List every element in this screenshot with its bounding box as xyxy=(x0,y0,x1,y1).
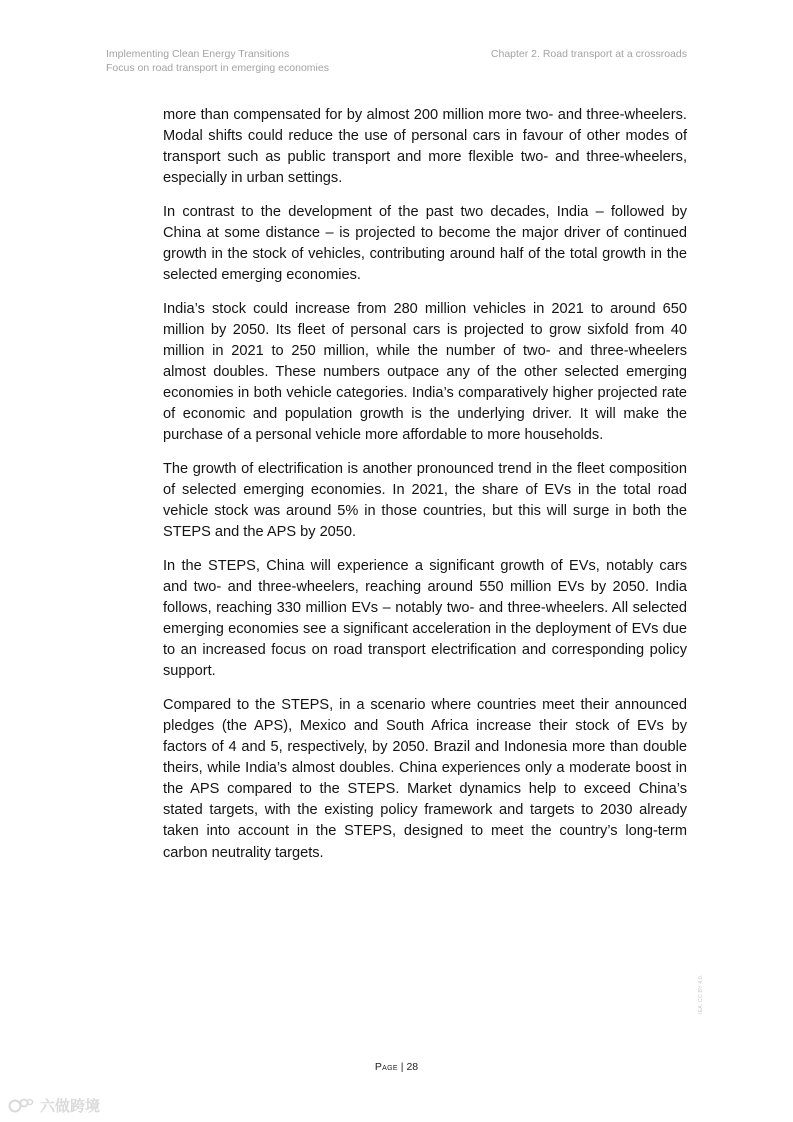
body-text xyxy=(163,105,687,876)
paragraph-1: more than compensated for by almost 200 million more two- and three-wheelers. Modal shifts could reduce the use of personal cars in favour of other modes of transport such as public transport and more flexible two- and three-wheelers, especially in urban settings. xyxy=(163,107,687,187)
paragraph-5: In the STEPS, China will experience a significant growth of EVs, notably cars and two- and three-wheelers, reaching around 550 million EVs by 2050. India follows, reaching 330 million EVs – notably two- and three-wheelers. All selected emerging economies see a significant acceleration in the deployment of EVs due to an increased focus on road transport electrification and corresponding policy support. xyxy=(163,557,687,680)
paragraph-2: In contrast to the development of the past two decades, India – followed by China at some distance – is projected to become the major driver of continued growth in the stock of vehicles, contributing around half of the total growth in the selected emerging economies. xyxy=(163,203,687,284)
paragraph-6: Compared to the STEPS, in a scenario where countries meet their announced pledges (the APS), Mexico and South Africa increase their stock of EVs by factors of 4 and 5, respectively, by 2050. Brazil and Indonesia more than double theirs, while India’s almost doubles. China experiences only a moderate boost in the APS compared to the STEPS. Market dynamics help to exceed China’s stated targets, with the existing policy framework and targets to 2030 already taken into account in the STEPS, designed to meet the country’s long-term carbon neutrality targets. xyxy=(163,696,687,861)
paragraph-4: The growth of electrification is another pronounced trend in the fleet composition of selected emerging economies. In 2021, the share of EVs in the total road vehicle stock was around 5% in those countries, but this will surge in both the STEPS and the APS by 2050. xyxy=(163,460,687,541)
page-footer xyxy=(0,1061,793,1073)
watermark-logo-icon xyxy=(8,1097,34,1115)
page-label: Page xyxy=(374,1061,398,1073)
watermark xyxy=(8,1095,100,1116)
paragraph-3: India’s stock could increase from 280 million vehicles in 2021 to around 650 million by 2050. Its fleet of personal cars is projected to grow sixfold from 40 million in 2021 to 250 million, while the number of two- and three-wheelers almost doubles. These numbers outpace any of the other selected emerging economies in both vehicle categories. India’s comparatively higher projected rate of economic and population growth is the underlying driver. It will make the purchase of a personal vehicle more affordable to more households. xyxy=(163,300,687,444)
license-notice: IEA. CC BY 4.0. xyxy=(698,974,704,1014)
report-title: Implementing Clean Energy Transitions xyxy=(106,48,290,60)
chapter-title: Chapter 2. Road transport at a crossroads xyxy=(490,48,687,60)
page-number: 28 xyxy=(406,1061,419,1073)
report-subtitle: Focus on road transport in emerging economies xyxy=(106,62,329,74)
watermark-text: 六做跨境 xyxy=(40,1098,101,1115)
running-header-left xyxy=(106,47,329,75)
page-separator: | xyxy=(400,1061,404,1073)
